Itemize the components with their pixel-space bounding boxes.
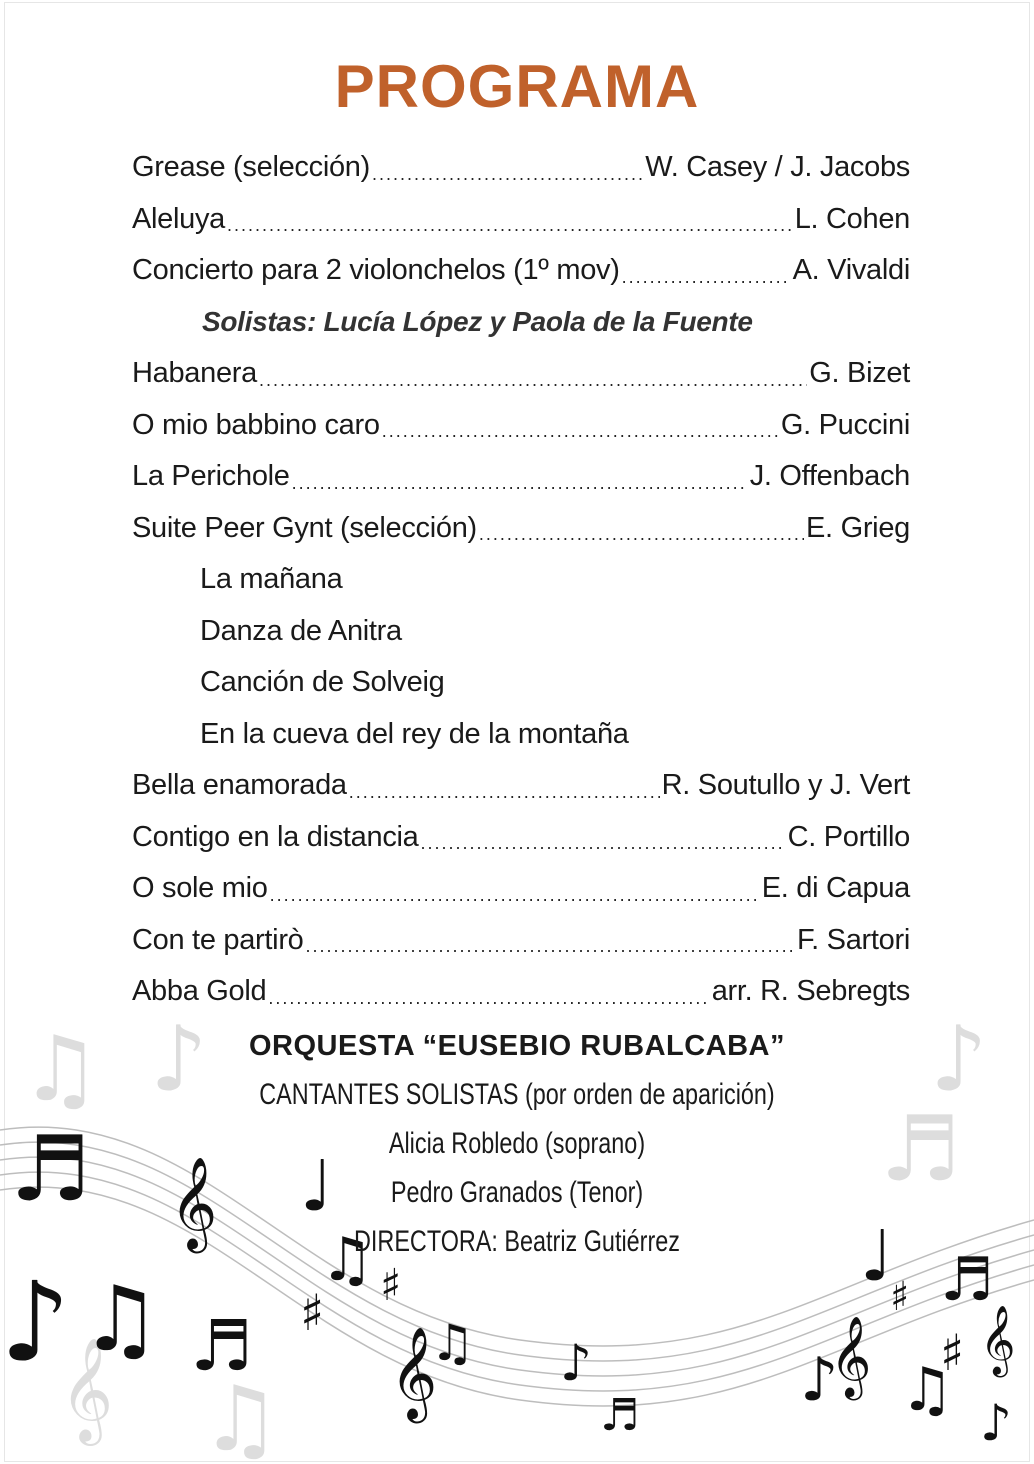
svg-text:♬: ♬ [880,1097,961,1202]
composer: E. Grieg [806,511,910,544]
work-title: Aleluya [132,202,226,235]
svg-text:♫: ♫ [200,1367,281,1464]
svg-text:♫: ♫ [430,1314,475,1372]
composer: F. Sartori [796,923,910,956]
singers-heading: CANTANTES SOLISTAS (por orden de aparición) [259,1078,775,1111]
dot-leader [382,424,779,451]
svg-text:♬: ♬ [10,1117,91,1222]
singer-tenor: Pedro Granados (Tenor) [390,1176,644,1209]
movement-item: En la cueva del rey de la montaña [200,717,629,750]
composer: R. Soutullo y J. Vert [661,769,910,802]
composer: C. Portillo [787,820,910,853]
dot-leader [479,527,804,554]
svg-text:𝄞: 𝄞 [980,1305,1016,1375]
svg-text:♪: ♪ [560,1334,592,1392]
svg-text:♩: ♩ [300,1145,334,1227]
composer: J. Offenbach [749,460,910,493]
movement-item: Canción de Solveig [200,666,445,699]
program-item [132,503,910,555]
svg-text:♫: ♫ [20,1017,101,1122]
svg-text:𝄞: 𝄞 [390,1326,438,1419]
program-item [132,348,910,400]
svg-text:♬: ♬ [600,1390,640,1441]
program-item [132,142,910,194]
work-title: Abba Gold [132,975,267,1008]
work-title: La Perichole [132,460,290,493]
svg-text:♫: ♫ [320,1225,374,1295]
dot-leader [227,218,793,245]
svg-text:♫: ♫ [900,1355,954,1425]
svg-text:♯: ♯ [940,1324,965,1382]
work-title: O mio babbino caro [132,408,380,441]
dot-leader [349,785,660,812]
dot-leader [372,167,643,194]
composer: G. Bizet [809,357,910,390]
program-item [132,451,910,503]
work-title: Habanera [132,357,257,390]
composer: arr. R. Sebregts [711,975,910,1008]
svg-text:𝄞: 𝄞 [170,1156,218,1249]
work-title: Bella enamorada [132,769,347,802]
svg-text:♪: ♪ [150,1007,208,1112]
dot-leader [622,270,791,297]
svg-text:♪: ♪ [0,1258,71,1386]
work-title: Concierto para 2 violonchelos (1º mov) [132,254,620,287]
program-item [132,863,910,915]
program-item [132,760,910,812]
program-item [132,245,910,297]
svg-text:𝄞: 𝄞 [60,1337,114,1442]
composer: E. di Capua [761,872,910,905]
dot-leader [270,888,760,915]
composer: A. Vivaldi [792,254,910,287]
dot-leader [259,373,807,400]
dot-leader [292,476,748,503]
work-title: O sole mio [132,872,268,905]
soloists-note: Solistas: Lucía López y Paola de la Fuente [202,306,753,338]
program-item [132,812,910,864]
dot-leader [306,939,795,966]
movement-item: La mañana [200,563,343,596]
program-item [132,915,910,967]
composer: G. Puccini [780,408,910,441]
work-title: Grease (selección) [132,151,370,184]
orchestra-name: ORQUESTA “EUSEBIO RUBALCABA” [248,1030,785,1062]
movement-item: Danza de Anitra [200,614,402,647]
program-item [132,400,910,452]
svg-text:♬: ♬ [940,1245,994,1315]
program-list [132,142,910,1018]
svg-text:♩: ♩ [860,1215,894,1297]
svg-text:♪: ♪ [930,1007,988,1112]
svg-text:♪: ♪ [800,1345,839,1415]
svg-text:♯: ♯ [890,1274,910,1320]
composer: W. Casey / J. Jacobs [645,151,910,184]
singer-soprano: Alicia Robledo (soprano) [388,1127,646,1160]
svg-text:♯: ♯ [380,1260,402,1311]
svg-text:♫: ♫ [80,1267,161,1372]
work-title: Con te partirò [132,923,304,956]
work-title: Contigo en la distancia [132,820,419,853]
director: DIRECTORA: Beatriz Gutiérrez [354,1225,680,1258]
svg-text:♬: ♬ [190,1305,253,1387]
composer: L. Cohen [794,202,910,235]
svg-text:𝄞: 𝄞 [830,1315,872,1397]
svg-text:♯: ♯ [300,1284,325,1342]
dot-leader [421,836,786,863]
program-item [132,194,910,246]
svg-text:♪: ♪ [980,1394,1012,1452]
page-title: PROGRAMA [334,53,700,120]
work-title: Suite Peer Gynt (selección) [132,511,477,544]
